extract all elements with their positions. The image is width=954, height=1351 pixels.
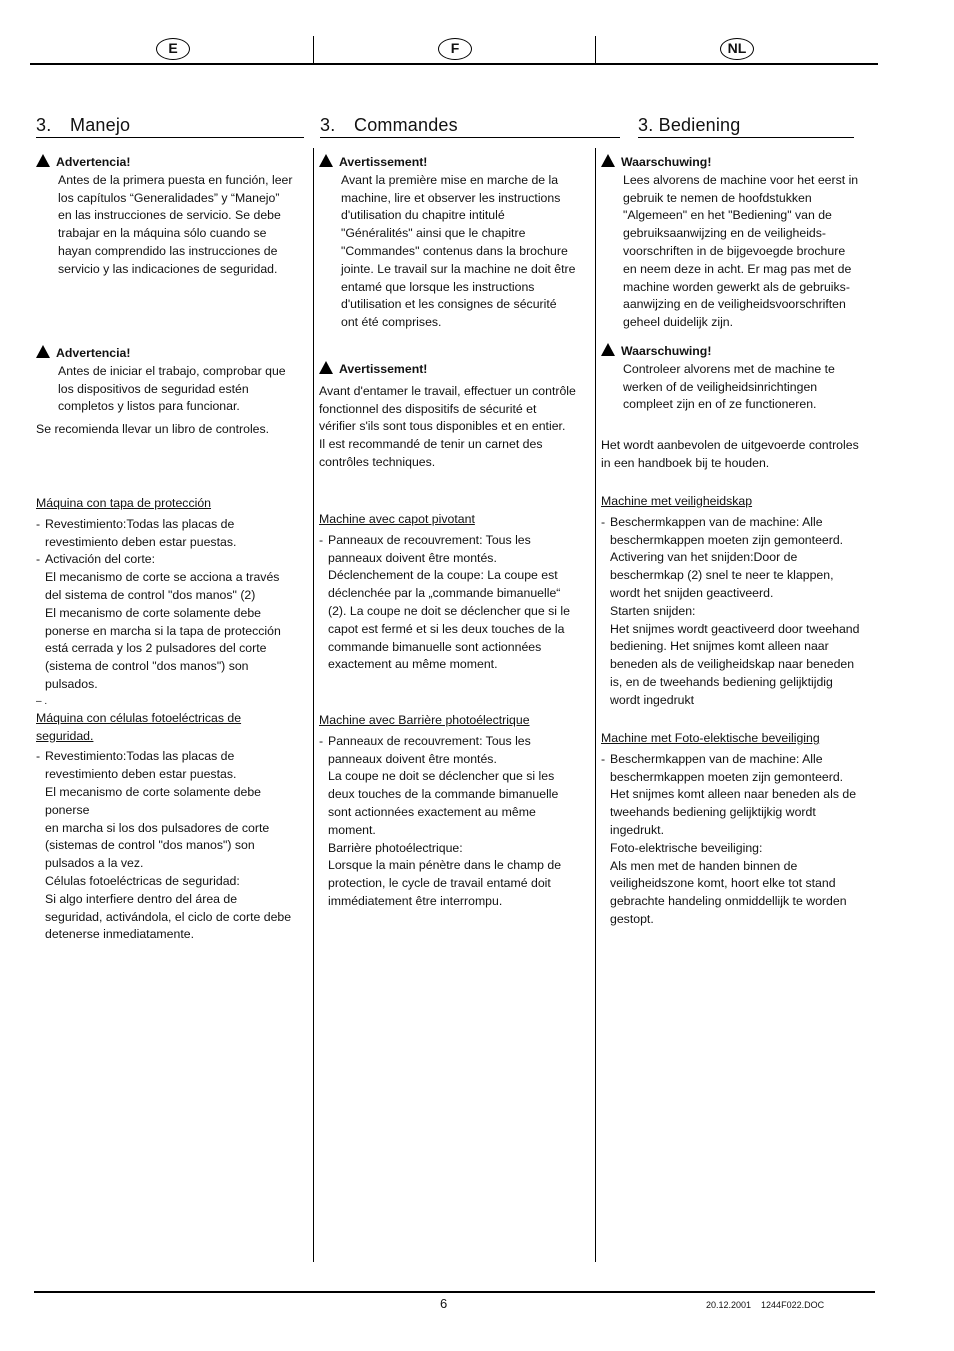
heading-nl-title: 3. Bediening — [638, 115, 741, 135]
list-item: - Activación del corte: — [36, 552, 156, 567]
list-item: (sistemas de control "dos manos") son — [45, 838, 255, 853]
list-item: beneden als de veiligheidskap naar beneden — [610, 657, 855, 672]
heading-fr-number: 3. — [320, 115, 336, 135]
list-item: Het snijmes komt alleen naar beneden als de — [610, 787, 857, 802]
list-item: immédiatement être interrompu. — [328, 893, 503, 908]
column-divider-1 — [313, 148, 314, 1262]
list-item: El mecanismo de corte solamente debe — [45, 605, 261, 620]
section-title: Machine avec capot pivotant — [319, 512, 475, 526]
list-item: Starten snijden: — [610, 603, 696, 618]
list-item: pulsados a la vez. — [45, 856, 144, 871]
text-line: geheel duidelijk zijn. — [623, 315, 734, 330]
header-divider-1 — [313, 36, 314, 64]
column-fr — [319, 154, 591, 332]
list-item: wordt ingedrukt — [610, 692, 695, 707]
heading-es — [36, 114, 304, 138]
text-line: jointe. Le travail sur la machine ne doit être — [341, 261, 576, 276]
text-line: gebruiksaanwijzing en de veiligheids- — [623, 226, 827, 241]
warning-fr-1-text — [319, 172, 591, 332]
text-line: in een handboek bij te houden. — [601, 455, 770, 470]
list-item: - Revestimiento:Todas las placas de — [36, 749, 235, 764]
list-item: capot est fermé et si les deux touches de la — [328, 621, 565, 636]
column-fr-warning-2 — [319, 361, 591, 472]
text-line: d'utilisation du chapitre intitulé — [341, 208, 505, 223]
warning-triangle-icon — [36, 154, 50, 167]
note-nl — [601, 437, 881, 473]
list-item: El mecanismo de corte solamente debe — [45, 784, 261, 799]
section-fr-2 — [319, 712, 591, 911]
list-item: (2). La coupe ne doit se déclencher que si le — [328, 603, 570, 618]
note-es: Se recomienda llevar un libro de controles. — [36, 422, 270, 437]
list-item: revestimiento deben estar puestas. — [45, 767, 237, 782]
heading-fr-title: Commandes — [354, 115, 458, 135]
section-fr-1 — [319, 511, 591, 674]
list-item: veiligheidszone komt, hoort elke tot stand — [610, 876, 836, 891]
list-item: Si algo interfiere dentro del área de — [45, 891, 238, 906]
list-item: Células fotoeléctricas de seguridad: — [45, 873, 240, 888]
text-line: Avant la première mise en marche de la — [341, 172, 559, 187]
list-item: tweehands bediening gelijktijkig wordt — [610, 805, 816, 820]
column-divider-2 — [595, 148, 596, 1262]
warning-title: Waarschuwing! — [621, 344, 712, 358]
list-item: - Beschermkappen van de machine: Alle — [601, 751, 823, 766]
list-item: (sistema de control "dos manos") son — [45, 659, 249, 674]
text-line: los capítulos “Generalidades” y “Manejo” — [58, 190, 280, 205]
text-line: machine, lire et observer les instructions — [341, 190, 561, 205]
warning-es-2 — [36, 345, 308, 363]
list-item: panneaux doivent être montés. — [328, 751, 497, 766]
column-es-warning-2 — [36, 345, 308, 439]
section-title: Máquina con células fotoeléctricas de — [36, 710, 242, 725]
text-line: "Généralités" ainsi que le chapitre — [341, 226, 526, 241]
list-item: revestimiento deben estar puestas. — [45, 534, 237, 549]
list-item: Déclenchement de la coupe: La coupe est — [328, 568, 558, 583]
text-line: machine worden gewerkt als de gebruiks- — [623, 279, 850, 294]
text-line: hayan comprendido las instrucciones de — [58, 243, 278, 258]
section-nl-2 — [601, 730, 881, 929]
list-item: commande bimanuelle sont actionnées — [328, 639, 542, 654]
lang-badge-nl: NL — [720, 38, 754, 60]
text-line: Het wordt aanbevolen de uitgevoerde controles — [601, 438, 859, 452]
warning-triangle-icon — [319, 361, 333, 374]
list-item: exactement au même moment. — [328, 657, 498, 672]
list-item: wordt het snijden geactiveerd. — [610, 585, 774, 600]
list-item: sont actionnées exactement au même — [328, 804, 536, 819]
warning-fr-2 — [319, 361, 591, 379]
list-item: déclenchée par la „commande bimanuelle“ — [328, 586, 561, 601]
list-item: Foto-elektrische beveiliging: — [610, 840, 763, 855]
list-item: is, en de tweehands bediening gelijktijdig — [610, 674, 833, 689]
list-item: - Panneaux de recouvrement: Tous les — [319, 532, 531, 547]
list-item: - Panneaux de recouvrement: Tous les — [319, 733, 531, 748]
list-item: detenerse inmediatamente. — [45, 927, 195, 942]
section-title: Máquina con tapa de protección — [36, 496, 212, 510]
warning-title: Avertissement! — [339, 155, 428, 169]
stray-mark: – . — [36, 695, 48, 707]
list-item: ponerse en marcha si la tapa de protección — [45, 623, 281, 638]
list-item: - Beschermkappen van de machine: Alle — [601, 514, 823, 529]
text-line: Il est recommandé de tenir un carnet des — [319, 437, 543, 452]
list-item: ingedrukt. — [610, 822, 665, 837]
text-line: "Commandes" contenus dans la brochure — [341, 243, 568, 258]
warning-title: Advertencia! — [56, 155, 131, 169]
lang-badge-f: F — [438, 38, 472, 60]
heading-nl — [638, 114, 854, 138]
text-line: entamé que lorsque les instructions — [341, 279, 535, 294]
column-es — [36, 154, 308, 279]
text-line: voorschriften in de bijgevoegde brochure — [623, 243, 846, 258]
header-rule — [30, 63, 878, 65]
text-line: completos y listos para funcionar. — [58, 399, 240, 414]
text-line: Antes de la primera puesta en función, leer — [58, 172, 293, 187]
page-number: 6 — [440, 1296, 448, 1311]
heading-fr — [320, 114, 620, 138]
text-line: Antes de iniciar el trabajo, comprobar que — [58, 363, 286, 378]
list-item: Lorsque la main pénètre dans le champ de — [328, 858, 562, 873]
list-item: del sistema de control "dos manos" (2) — [45, 587, 256, 602]
text-line: "Algemeen" en het "Bediening" van de — [623, 208, 832, 223]
section-title-cont: seguridad. — [36, 728, 94, 743]
text-line: en las instrucciones de servicio. Se debe — [58, 208, 281, 223]
section-es-1 — [36, 495, 308, 944]
text-line: contrôles techniques. — [319, 454, 436, 469]
warning-fr-1 — [319, 154, 591, 172]
text-line: en neem deze in acht. Er mag pas met de — [623, 261, 852, 276]
warning-nl-1-text — [601, 172, 881, 332]
list-item: Activering van het snijden:Door de — [610, 550, 798, 565]
text-line: Avant d'entamer le travail, effectuer un contrôle — [319, 383, 576, 398]
list-item: El mecanismo de corte se acciona a través — [45, 570, 280, 585]
list-item: panneaux doivent être montés. — [328, 550, 497, 565]
text-line: werken of de veiligheidsinrichtingen — [623, 379, 818, 394]
list-item: Als men met de handen binnen de — [610, 858, 798, 873]
text-line: compleet zijn en of ze functioneren. — [623, 397, 817, 412]
list-item: La coupe ne doit se déclencher que si les — [328, 769, 555, 784]
warning-triangle-icon — [36, 345, 50, 358]
warning-es-1 — [36, 154, 308, 172]
text-line: aanwijzing en de veiligheidsvoorschriften — [623, 297, 846, 312]
warning-triangle-icon — [319, 154, 333, 167]
list-item: Barrière photoélectrique: — [328, 840, 463, 855]
list-item: - Revestimiento:Todas las placas de — [36, 516, 235, 531]
lang-badge-e: E — [156, 38, 190, 60]
section-title: Machine met veiligheidskap — [601, 494, 753, 508]
warning-title: Waarschuwing! — [621, 155, 712, 169]
list-item: seguridad, activándola, el ciclo de corte debe — [45, 909, 292, 924]
column-nl-warning-2 — [601, 343, 881, 414]
list-item: beschermkappen moeten zijn gemonteerd. — [610, 769, 844, 784]
footer-rule — [34, 1291, 875, 1293]
text-line: ont été comprises. — [341, 315, 442, 330]
text-line: Lees alvorens de machine voor het eerst in — [623, 172, 859, 187]
text-line: trabajar en la máquina sólo cuando se — [58, 226, 267, 241]
warning-title: Advertencia! — [56, 346, 131, 360]
text-line: fonctionnel des dispositifs de sécurité et — [319, 401, 537, 416]
list-item: está cerrada y los 2 pulsadores del corte — [45, 641, 267, 656]
warning-nl-2 — [601, 343, 881, 361]
list-item: deux touches de la commande bimanuelle — [328, 787, 559, 802]
warning-title: Avertissement! — [339, 362, 428, 376]
section-title: Machine avec Barrière photoélectrique — [319, 713, 530, 727]
warning-es-1-text — [36, 172, 308, 279]
text-line: los dispositivos de seguridad estén — [58, 381, 249, 396]
warning-triangle-icon — [601, 343, 615, 356]
heading-es-number: 3. — [36, 115, 52, 135]
section-nl-1 — [601, 493, 881, 710]
list-item: gebrachte handeling onmiddellijk te worden — [610, 894, 847, 909]
warning-nl-1 — [601, 154, 881, 172]
list-item: gestopt. — [610, 911, 654, 926]
warning-nl-2-text — [601, 361, 881, 414]
list-item: pulsados. — [45, 676, 98, 691]
text-line: vérifier s'ils sont tous disponibles et en entier. — [319, 419, 566, 434]
list-item: beschermkap (2) snel te neer te klappen, — [610, 568, 834, 583]
list-item: bediening. Het snijmes komt alleen naar — [610, 639, 829, 654]
warning-triangle-icon — [601, 154, 615, 167]
section-title: Machine met Foto-elektische beveiliging — [601, 731, 820, 745]
text-line: Controleer alvorens met de machine te — [623, 361, 835, 376]
text-line: gebruik te nemen de hoofdstukken — [623, 190, 812, 205]
list-item: en marcha si los dos pulsadores de corte — [45, 820, 270, 835]
text-line: d'utilisation et les consignes de sécurité — [341, 297, 557, 312]
header-divider-2 — [595, 36, 596, 64]
warning-es-2-text — [36, 363, 308, 416]
document-reference: 20.12.2001 1244F022.DOC — [706, 1300, 825, 1310]
list-item: ponerse — [45, 802, 90, 817]
column-nl — [601, 154, 881, 332]
list-item: moment. — [328, 822, 376, 837]
list-item: beschermkappen moeten zijn gemonteerd. — [610, 532, 844, 547]
text-line: servicio y las indicaciones de seguridad. — [58, 261, 278, 276]
list-item: protection, le cycle de travail entamé doit — [328, 876, 551, 891]
list-item: Het snijmes wordt geactiveerd door tweehand — [610, 621, 860, 636]
heading-es-title: Manejo — [70, 115, 131, 135]
